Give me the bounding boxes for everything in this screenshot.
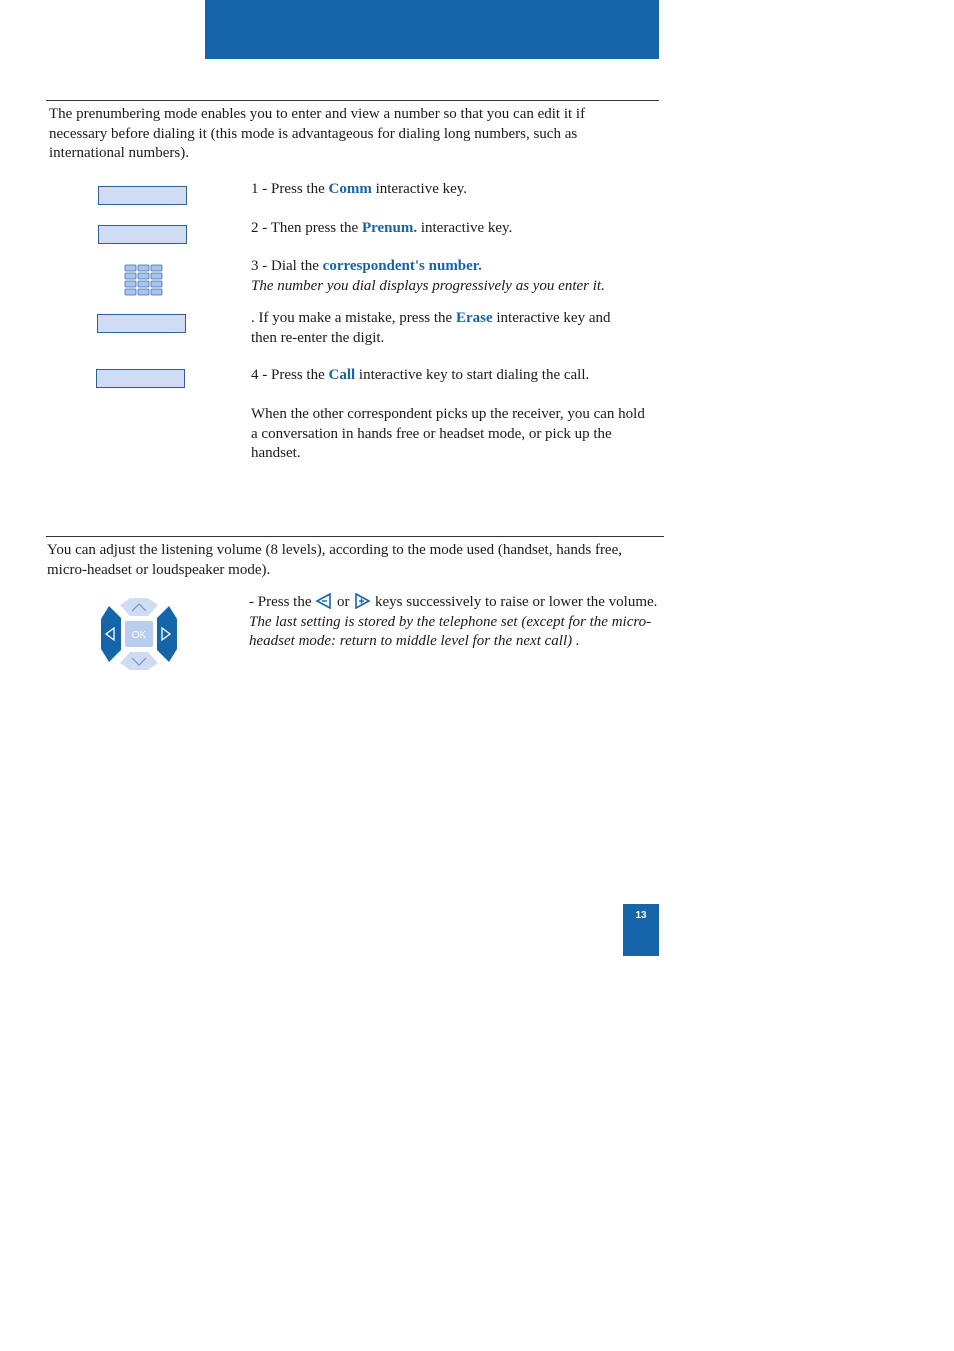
volume-note: The last setting is stored by the telephone set (except for the micro-headset mode: return to middle level for the next call) . (249, 613, 652, 649)
step-2-prefix: 2 - Then press the (251, 220, 362, 236)
step-2 (251, 219, 651, 239)
erase-suffix: interactive key and then re-enter the digit. (251, 310, 611, 346)
press-prefix: - Press the (249, 594, 316, 610)
navigator-ok-label: OK (131, 630, 147, 641)
section-divider-top (46, 100, 659, 101)
comm-key-label: Comm (328, 181, 372, 197)
step-3-prefix: 3 - Dial the (251, 258, 323, 274)
step-2-suffix: interactive key. (417, 220, 513, 236)
volume-instruction (249, 593, 659, 652)
comm-softkey-icon (98, 186, 187, 205)
press-suffix: keys successively to raise or lower the volume. (371, 594, 658, 610)
erase-instruction (251, 309, 621, 348)
navigator-icon (100, 597, 178, 671)
page-number-tab (623, 904, 659, 956)
prenumbering-intro: The prenumbering mode enables you to enter and view a number so that you can edit it if necessary before dialing it (this mode is advantageous for dialing long numbers, such as international numbers). (49, 106, 586, 161)
erase-prefix: . If you make a mistake, press the (251, 310, 456, 326)
step-4 (251, 366, 651, 386)
erase-softkey-icon (97, 314, 186, 333)
step-3 (251, 257, 651, 296)
call-softkey-icon (96, 369, 185, 388)
step-1-suffix: interactive key. (371, 181, 468, 197)
step-3-note: The number you dial displays progressively as you enter it. (251, 277, 605, 294)
step-1-prefix: 1 - Press the (251, 181, 329, 197)
step-4-prefix: 4 - Press the (251, 367, 329, 383)
erase-key-label: Erase (455, 310, 493, 326)
call-key-label: Call (328, 367, 356, 383)
keypad-icon (124, 264, 163, 296)
correspondent-number-label: correspondent's number. (322, 258, 482, 274)
header-band (205, 0, 659, 59)
press-or: or (333, 594, 354, 610)
volume-intro: You can adjust the listening volume (8 levels), according to the mode used (handset, hands free, micro-headset or loudspeaker mode). (47, 542, 623, 578)
section-divider-bottom (46, 536, 664, 537)
volume-up-key-icon (353, 593, 371, 609)
closing-paragraph: When the other correspondent picks up the receiver, you can hold a conversation in hands free or headset mode, or pick up the handset. (251, 406, 645, 461)
prenum-key-label: Prenum. (361, 220, 418, 236)
step-4-suffix: interactive key to start dialing the call. (355, 367, 590, 383)
step-1 (251, 180, 651, 200)
volume-down-key-icon (315, 593, 333, 609)
page-number: 13 (635, 910, 647, 921)
prenum-softkey-icon (98, 225, 187, 244)
